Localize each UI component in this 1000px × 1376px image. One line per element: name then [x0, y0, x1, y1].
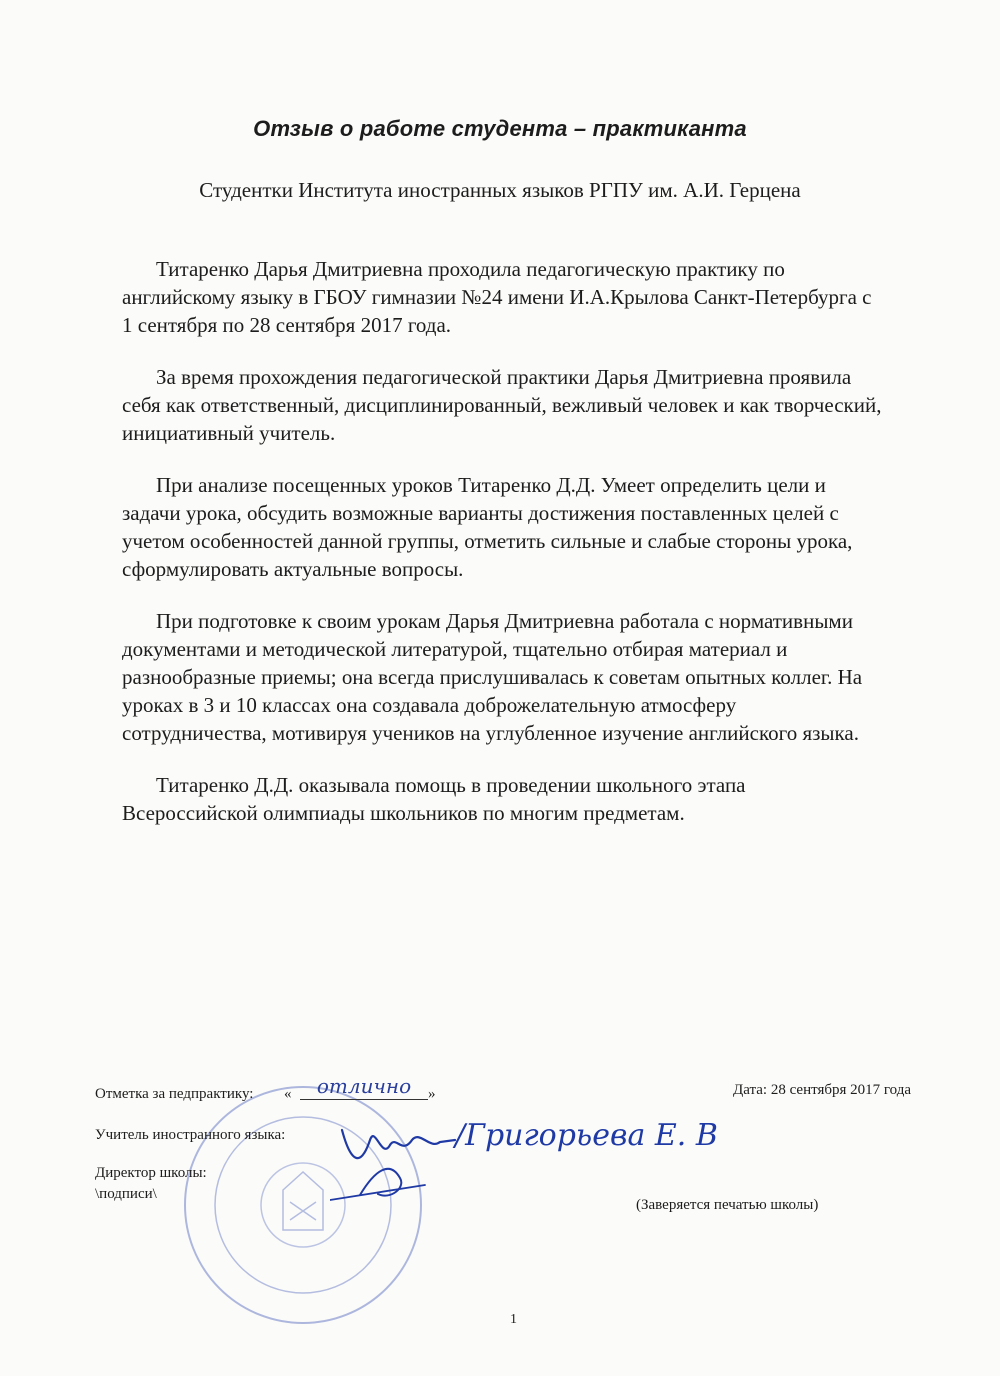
text-line: английскому языку в ГБОУ гимназии №24 имени И.А.Крылова Санкт-Петербурга с	[122, 285, 872, 309]
document-subtitle: Студентки Института иностранных языков РГПУ им. А.И. Герцена	[199, 178, 801, 202]
text-line: уроках в 3 и 10 классах она создавала доброжелательную атмосферу	[122, 693, 737, 717]
grade-label: Отметка за педпрактику:	[95, 1086, 254, 1102]
paragraph-internship	[88, 255, 918, 339]
document-body	[88, 255, 918, 851]
text-line: документами и методической литературой, тщательно отбирая материал и	[122, 637, 788, 661]
text-line: учетом особенностей данной группы, отметить сильные и слабые стороны урока,	[122, 529, 853, 553]
teacher-label: Учитель иностранного языка:	[95, 1127, 286, 1143]
document-date: Дата: 28 сентября 2017 года	[733, 1082, 912, 1098]
text-line: При анализе посещенных уроков Титаренко Д.Д. Умеет определить цели и	[156, 473, 826, 497]
text-line: Всероссийской олимпиады школьников по многим предметам.	[122, 801, 685, 825]
paragraph-qualities	[88, 363, 918, 447]
text-line: При подготовке к своим урокам Дарья Дмитриевна работала с нормативными	[156, 609, 853, 633]
handwritten-signature-icon	[330, 1100, 720, 1210]
grade-quote-open: «	[284, 1086, 292, 1102]
text-line: 1 сентября по 28 сентября 2017 года.	[122, 313, 452, 337]
text-line: сформулировать актуальные вопросы.	[122, 557, 464, 581]
text-line: себя как ответственный, дисциплинированный, вежливый человек и как творческий,	[122, 393, 882, 417]
grade-value: отлично	[300, 1075, 428, 1100]
text-line: За время прохождения педагогической практики Дарья Дмитриевна проявила	[156, 365, 852, 389]
paragraph-analysis	[88, 471, 918, 583]
seal-note: (Заверяется печатью школы)	[636, 1197, 819, 1213]
page-number: 1	[510, 1312, 517, 1327]
text-line: инициативный учитель.	[122, 421, 336, 445]
signature-note: \подписи\	[95, 1186, 157, 1202]
text-line: разнообразные приемы; она всегда прислушивалась к советам опытных коллег. На	[122, 665, 863, 689]
text-line: задачи урока, обсудить возможные варианты достижения поставленных целей с	[122, 501, 839, 525]
text-line: сотрудничества, мотивируя учеников на углубленное изучение английского языка.	[122, 721, 859, 745]
paragraph-olympiad	[88, 771, 918, 827]
grade-quote-close: »	[428, 1086, 436, 1102]
teacher-signature-name: /Григорьева Е. В	[455, 1118, 718, 1153]
director-label: Директор школы:	[95, 1165, 207, 1181]
text-line: Титаренко Д.Д. оказывала помощь в проведении школьного этапа	[156, 773, 746, 797]
text-line: Титаренко Дарья Дмитриевна проходила педагогическую практику по	[156, 257, 785, 281]
document-title: Отзыв о работе студента – практиканта	[253, 116, 747, 141]
paragraph-preparation	[88, 607, 918, 747]
